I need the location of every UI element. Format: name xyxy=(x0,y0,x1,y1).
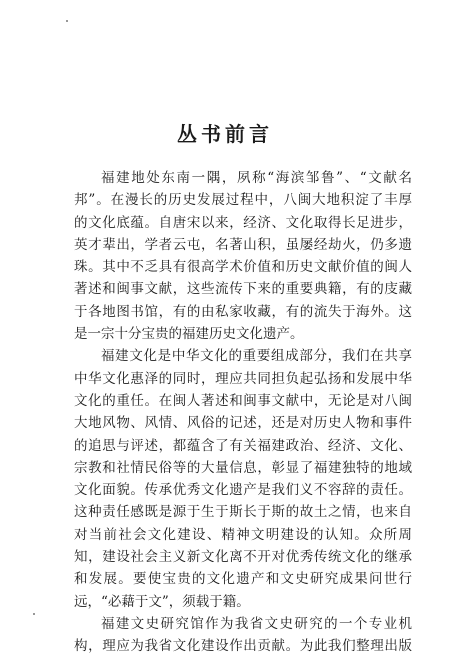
text-line: 中华文化惠泽的同时，理应共同担负起弘扬和发展中华 xyxy=(74,370,412,387)
text-line: 福建文化是中华文化的重要组成部分，我们在共享 xyxy=(101,348,412,365)
scan-speck xyxy=(66,20,68,22)
text-line: 文化面貌。传承优秀文化遗产是我们义不容辞的责任。 xyxy=(74,482,412,499)
text-line: 大地风物、风情、风俗的记述，还是对历史人物和事件 xyxy=(74,415,412,432)
text-line: 构，理应为我省文化建设作出贡献。为此我们整理出版 xyxy=(74,638,412,655)
page-title: 丛书前言 xyxy=(177,122,273,146)
text-line: 的追思与评述，都蕴含了有关福建政治、经济、文化、 xyxy=(74,437,412,454)
text-line: 的文化底蕴。自唐宋以来，经济、文化取得长足进步， xyxy=(74,214,412,231)
text-line: 福建地处东南一隅，夙称“海滨邹鲁”、“文献名 xyxy=(101,170,412,186)
text-line: 知，建设社会主义新文化离不开对优秀传统文化的继承 xyxy=(74,549,412,566)
text-line: 珠。其中不乏具有很高学术价值和历史文献价值的闽人 xyxy=(74,259,412,276)
text-line: 对当前社会文化建设、精神文明建设的认知。众所周 xyxy=(74,526,412,543)
text-line: 著述和闽事文献，这些流传下来的重要典籍，有的庋藏 xyxy=(74,281,412,298)
text-line: 邦”。在漫长的历史发展过程中，八闽大地积淀了丰厚 xyxy=(74,192,412,209)
text-line: 福建文史研究馆作为我省文史研究的一个专业机 xyxy=(101,615,412,632)
text-line: 和发展。要使宝贵的文化遗产和文史研究成果问世行 xyxy=(74,571,412,588)
text-line: 宗教和社情民俗等的大量信息，彰显了福建独特的地域 xyxy=(74,459,412,476)
text-line: 远，“必藉于文”，须载于籍。 xyxy=(74,593,250,610)
text-line: 英才辈出，学者云屯，名著山积，虽屡经劫火，仍多遗 xyxy=(74,236,412,253)
body-text xyxy=(74,167,412,658)
text-line: 文化的重任。在闽人著述和闽事文献中，无论是对八闽 xyxy=(74,392,412,409)
scan-speck xyxy=(33,613,35,615)
text-line: 于各地图书馆，有的由私家收藏，有的流失于海外。这 xyxy=(74,303,412,320)
text-line: 这种责任感既是源于生于斯长于斯的故土之情，也来自 xyxy=(74,504,412,521)
text-line: 是一宗十分宝贵的福建历史文化遗产。 xyxy=(74,326,304,343)
